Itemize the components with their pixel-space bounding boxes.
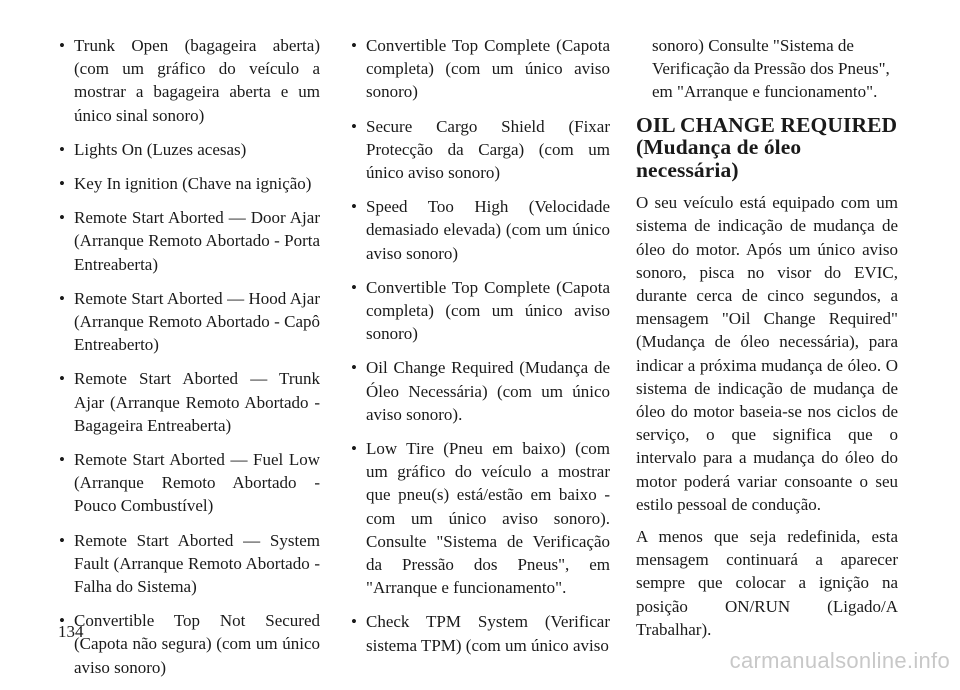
list-item: • Check TPM System (Verificar sistema TPM) (com um único aviso xyxy=(350,610,610,656)
list-item: • Oil Change Required (Mudança de Óleo Necessária) (com um único aviso sonoro). xyxy=(350,356,610,426)
message-list-1 xyxy=(58,34,320,679)
heading-line-3: necessária) xyxy=(636,157,739,182)
list-item: • Lights On (Luzes acesas) xyxy=(58,138,320,161)
list-item: • Remote Start Aborted — Fuel Low (Arranque Remoto Abortado - Pouco Combustível) xyxy=(58,448,320,518)
heading-line-2: (Mudança de óleo xyxy=(636,135,802,160)
list-item: • Low Tire (Pneu em baixo) (com um gráfico do veículo a mostrar que pneu(s) está/estão em baixo - com um único aviso sonoro). Consulte "Sistema de Verificação da Pressão dos Pneus", em "Arranque e funcionamento". xyxy=(350,437,610,599)
list-item: • Remote Start Aborted — System Fault (Arranque Remoto Abortado - Falha do Sistema) xyxy=(58,529,320,599)
column-2 xyxy=(350,34,610,668)
section-heading xyxy=(636,114,898,182)
paragraph-2: A menos que seja redefinida, esta mensagem continuará a aparecer sempre que colocar a ignição na posição ON/RUN (Ligado/A Trabalhar). xyxy=(636,526,898,639)
list-item: • Speed Too High (Velocidade demasiado elevada) (com um único aviso sonoro) xyxy=(350,195,610,265)
column-3 xyxy=(636,34,898,650)
list-item: • Remote Start Aborted — Door Ajar (Arranque Remoto Abortado - Porta Entreaberta) xyxy=(58,206,320,276)
list-item: • Convertible Top Complete (Capota completa) (com um único aviso sonoro) xyxy=(350,276,610,346)
list-item: • Remote Start Aborted — Trunk Ajar (Arranque Remoto Abortado - Bagageira Entreaberta) xyxy=(58,367,320,437)
paragraph-1: O seu veículo está equipado com um sistema de indicação de mudança de óleo do motor. Após um único aviso sonoro, pisca no visor do EVIC, durante cerca de cinco segundos, a mensagem "Oil Change Required" (Mudança de óleo necessária), para indicar a próxima mudança de óleo. O sistema de indicação de mudança de óleo do motor baseia-se nos ciclos de serviço, o que significa que o intervalo para a mudança do óleo do motor poderá variar consoante o seu estilo pessoal de condução. xyxy=(636,193,898,514)
list-item: • Trunk Open (bagageira aberta) (com um gráfico do veículo a mostrar a bagageira aberta e um único sinal sonoro) xyxy=(58,34,320,127)
message-list-2 xyxy=(350,34,610,657)
column-1 xyxy=(58,34,320,690)
list-item: • Convertible Top Not Secured (Capota não segura) (com um único aviso sonoro) xyxy=(58,609,320,679)
list-item: • Key In ignition (Chave na ignição) xyxy=(58,172,320,195)
list-item: • Secure Cargo Shield (Fixar Protecção da Carga) (com um único aviso sonoro) xyxy=(350,115,610,185)
list-item-continuation: sonoro) Consulte "Sistema de Verificação da Pressão dos Pneus", em "Arranque e funcionamento". xyxy=(652,36,890,102)
list-item: • Convertible Top Complete (Capota completa) (com um único aviso sonoro) xyxy=(350,34,610,104)
page-number: 134 xyxy=(58,622,84,641)
heading-line-1: OIL CHANGE REQUIRED xyxy=(636,112,898,137)
list-item: • Remote Start Aborted — Hood Ajar (Arranque Remoto Abortado - Capô Entreaberto) xyxy=(58,287,320,357)
watermark: carmanualsonline.info xyxy=(729,648,950,673)
